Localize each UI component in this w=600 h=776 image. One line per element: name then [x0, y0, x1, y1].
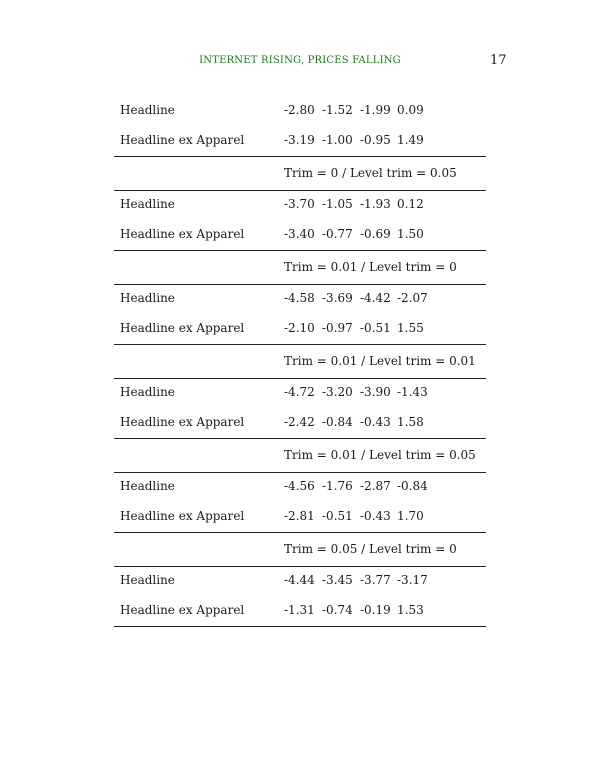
- cell-value: -1.76: [322, 479, 353, 493]
- row-label: Headline ex Apparel: [120, 603, 245, 617]
- cell-value: 0.09: [397, 103, 424, 117]
- running-head: INTERNET RISING, PRICES FALLING: [199, 55, 401, 66]
- cell-value: -3.40: [284, 227, 315, 241]
- condition-row: [114, 532, 486, 566]
- cell-value: -0.51: [322, 509, 353, 523]
- cell-value: -1.99: [360, 103, 391, 117]
- cell-value: -3.45: [322, 573, 353, 587]
- cell-value: -0.51: [360, 321, 391, 335]
- cell-value: 1.50: [397, 227, 424, 241]
- cell-value: -4.56: [284, 479, 315, 493]
- cell-value: 1.55: [397, 321, 424, 335]
- condition-label: Trim = 0.01 / Level trim = 0.01: [284, 354, 476, 368]
- table-row: [114, 220, 486, 250]
- cell-value: 1.53: [397, 603, 424, 617]
- table-row: [114, 596, 486, 626]
- table-row: [114, 502, 486, 532]
- cell-value: 0.12: [397, 197, 424, 211]
- condition-row: [114, 438, 486, 472]
- row-label: Headline: [120, 479, 175, 493]
- row-label: Headline: [120, 197, 175, 211]
- page-number: 17: [490, 53, 507, 68]
- cell-value: -1.52: [322, 103, 353, 117]
- row-label: Headline: [120, 103, 175, 117]
- cell-value: -0.19: [360, 603, 391, 617]
- cell-value: -0.77: [322, 227, 353, 241]
- cell-value: -4.58: [284, 291, 315, 305]
- cell-value: -0.74: [322, 603, 353, 617]
- cell-value: -2.87: [360, 479, 391, 493]
- condition-row: [114, 250, 486, 284]
- cell-value: -0.43: [360, 509, 391, 523]
- condition-label: Trim = 0.01 / Level trim = 0: [284, 260, 457, 274]
- condition-label: Trim = 0.01 / Level trim = 0.05: [284, 448, 476, 462]
- cell-value: -4.44: [284, 573, 315, 587]
- cell-value: -1.93: [360, 197, 391, 211]
- row-label: Headline: [120, 573, 175, 587]
- cell-value: -0.84: [322, 415, 353, 429]
- condition-row: [114, 344, 486, 378]
- cell-value: -2.42: [284, 415, 315, 429]
- cell-value: -3.19: [284, 133, 315, 147]
- table-row: [114, 378, 486, 408]
- cell-value: -3.77: [360, 573, 391, 587]
- cell-value: -1.00: [322, 133, 353, 147]
- cell-value: -4.42: [360, 291, 391, 305]
- cell-value: -0.97: [322, 321, 353, 335]
- results-table: [114, 96, 486, 626]
- cell-value: -3.17: [397, 573, 428, 587]
- cell-value: -1.05: [322, 197, 353, 211]
- cell-value: -0.95: [360, 133, 391, 147]
- cell-value: -3.90: [360, 385, 391, 399]
- row-label: Headline ex Apparel: [120, 227, 245, 241]
- cell-value: -3.70: [284, 197, 315, 211]
- condition-row: [114, 156, 486, 190]
- cell-value: -0.84: [397, 479, 428, 493]
- table-row: [114, 408, 486, 438]
- table-row: [114, 96, 486, 126]
- cell-value: -2.80: [284, 103, 315, 117]
- row-label: Headline ex Apparel: [120, 415, 245, 429]
- row-label: Headline ex Apparel: [120, 509, 245, 523]
- cell-value: -4.72: [284, 385, 315, 399]
- cell-value: -0.43: [360, 415, 391, 429]
- table-row: [114, 126, 486, 156]
- cell-value: -1.43: [397, 385, 428, 399]
- row-label: Headline: [120, 291, 175, 305]
- cell-value: 1.70: [397, 509, 424, 523]
- condition-label: Trim = 0 / Level trim = 0.05: [284, 166, 457, 180]
- table-row: [114, 314, 486, 344]
- cell-value: -3.20: [322, 385, 353, 399]
- cell-value: -1.31: [284, 603, 315, 617]
- cell-value: 1.58: [397, 415, 424, 429]
- table-row: [114, 566, 486, 596]
- cell-value: -0.69: [360, 227, 391, 241]
- cell-value: -2.10: [284, 321, 315, 335]
- cell-value: 1.49: [397, 133, 424, 147]
- cell-value: -2.07: [397, 291, 428, 305]
- cell-value: -3.69: [322, 291, 353, 305]
- table-row: [114, 284, 486, 314]
- row-label: Headline: [120, 385, 175, 399]
- cell-value: -2.81: [284, 509, 315, 523]
- row-label: Headline ex Apparel: [120, 321, 245, 335]
- row-label: Headline ex Apparel: [120, 133, 245, 147]
- condition-label: Trim = 0.05 / Level trim = 0: [284, 542, 457, 556]
- table-row: [114, 190, 486, 220]
- table-row: [114, 472, 486, 502]
